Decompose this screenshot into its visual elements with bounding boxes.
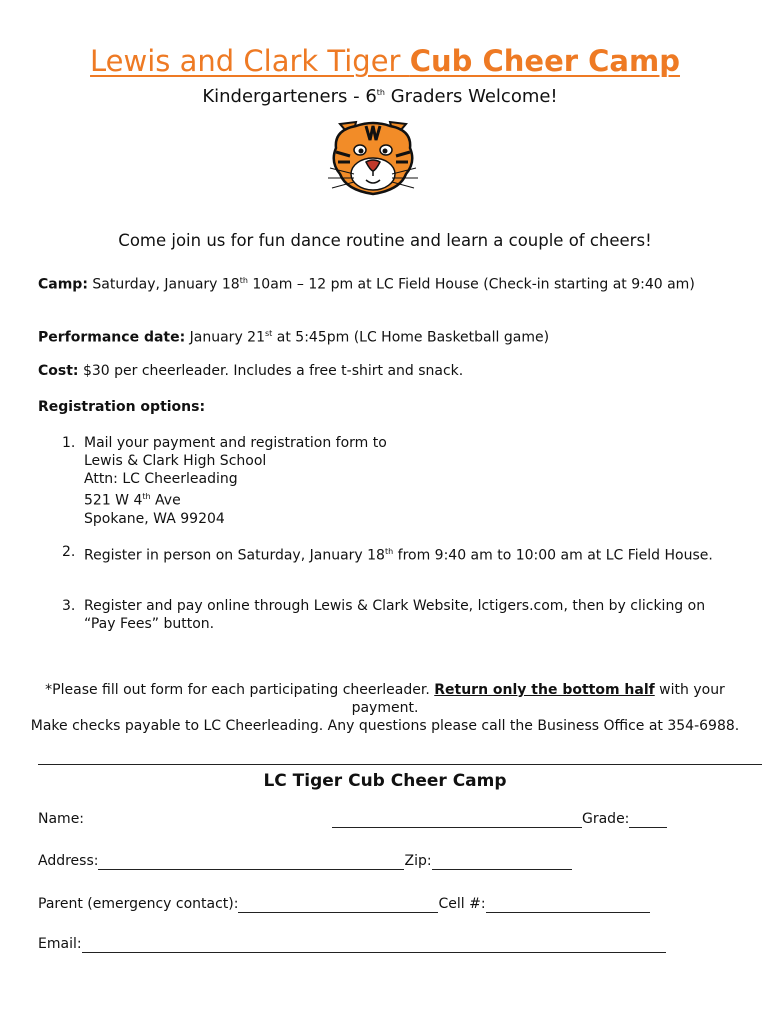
email-input-line[interactable]: [82, 936, 666, 953]
title-regular: Lewis and Clark Tiger: [90, 44, 410, 78]
option-sup: th: [384, 547, 394, 556]
option-line: [84, 488, 734, 510]
option-line: Lewis & Clark High School: [84, 453, 267, 469]
registration-label: Registration options:: [38, 399, 206, 415]
address-label: Address:: [38, 853, 99, 869]
registration-heading: [38, 398, 738, 416]
subtitle-sup: th: [376, 88, 385, 97]
email-field[interactable]: [38, 936, 666, 953]
name-label: Name:: [38, 811, 85, 827]
performance-label: Performance date:: [38, 329, 186, 346]
camp-details: [38, 272, 738, 294]
cost-label: Cost:: [38, 363, 79, 379]
intro-text: Come join us for fun dance routine and learn a couple of cheers!: [118, 231, 652, 250]
list-item: [62, 543, 732, 583]
list-number: 3.: [62, 598, 76, 614]
list-number: 2.: [62, 544, 76, 560]
performance-details: [38, 325, 738, 347]
page-title: [0, 44, 770, 78]
name-field[interactable]: [332, 811, 667, 828]
subtitle-text-post: Graders Welcome!: [385, 86, 558, 107]
address-street-post: Ave: [150, 492, 181, 509]
parent-input-line[interactable]: [238, 896, 438, 913]
camp-text: Saturday, January 18: [87, 276, 240, 293]
note-text: *Please fill out form for each participating cheerleader.: [45, 682, 435, 698]
list-item: [62, 434, 732, 526]
cost-details: [38, 362, 738, 380]
camp-text-2: 10am – 12 pm at LC Field House (Check-in starting at 9:40 am): [247, 276, 695, 293]
address-field[interactable]: [38, 853, 572, 870]
cell-input-line[interactable]: [486, 896, 650, 913]
subtitle: [0, 86, 760, 107]
name-input-line[interactable]: [332, 811, 582, 828]
tiger-mascot-icon: [326, 118, 420, 198]
divider: [38, 764, 762, 765]
address-input-line[interactable]: [98, 853, 404, 870]
option-line: Attn: LC Cheerleading: [84, 471, 238, 487]
option-text-post: from 9:40 am to 10:00 am at LC Field House.: [393, 547, 713, 564]
subtitle-text: Kindergarteners - 6: [202, 86, 377, 107]
parent-label: Parent (emergency contact):: [38, 896, 239, 912]
zip-label: Zip:: [404, 853, 432, 869]
address-street: 521 W 4: [84, 492, 143, 509]
camp-label: Camp:: [38, 276, 88, 293]
performance-sup: st: [265, 329, 273, 338]
list-item: [62, 597, 732, 637]
option-line: Mail your payment and registration form to: [84, 435, 387, 451]
option-text: Register in person on Saturday, January 18: [84, 547, 385, 564]
cost-text: $30 per cheerleader. Includes a free t-shirt and snack.: [78, 363, 464, 379]
title-bold: Cub Cheer Camp: [409, 44, 680, 78]
instructions-note: [30, 681, 740, 717]
note-emphasis: Return only the bottom half: [434, 682, 655, 698]
parent-field[interactable]: [38, 896, 650, 913]
form-title: LC Tiger Cub Cheer Camp: [263, 771, 507, 791]
address-sup: th: [142, 492, 151, 501]
grade-label: Grade:: [582, 811, 630, 827]
list-number: 1.: [62, 435, 76, 451]
zip-input-line[interactable]: [432, 853, 572, 870]
performance-text: January 21: [185, 329, 265, 346]
cell-label: Cell #:: [438, 896, 486, 912]
grade-input-line[interactable]: [629, 811, 667, 828]
option-text: Register and pay online through Lewis & Clark Website, lctigers.com, then by clicking on “Pay Fees” button.: [84, 598, 706, 632]
performance-text-2: at 5:45pm (LC Home Basketball game): [272, 329, 550, 346]
payment-note: Make checks payable to LC Cheerleading. Any questions please call the Business Office at 354-6988.: [30, 718, 740, 734]
option-line: Spokane, WA 99204: [84, 510, 225, 527]
note-text-post: with your payment.: [351, 682, 725, 716]
email-label: Email:: [38, 936, 82, 952]
camp-sup: th: [239, 276, 248, 285]
